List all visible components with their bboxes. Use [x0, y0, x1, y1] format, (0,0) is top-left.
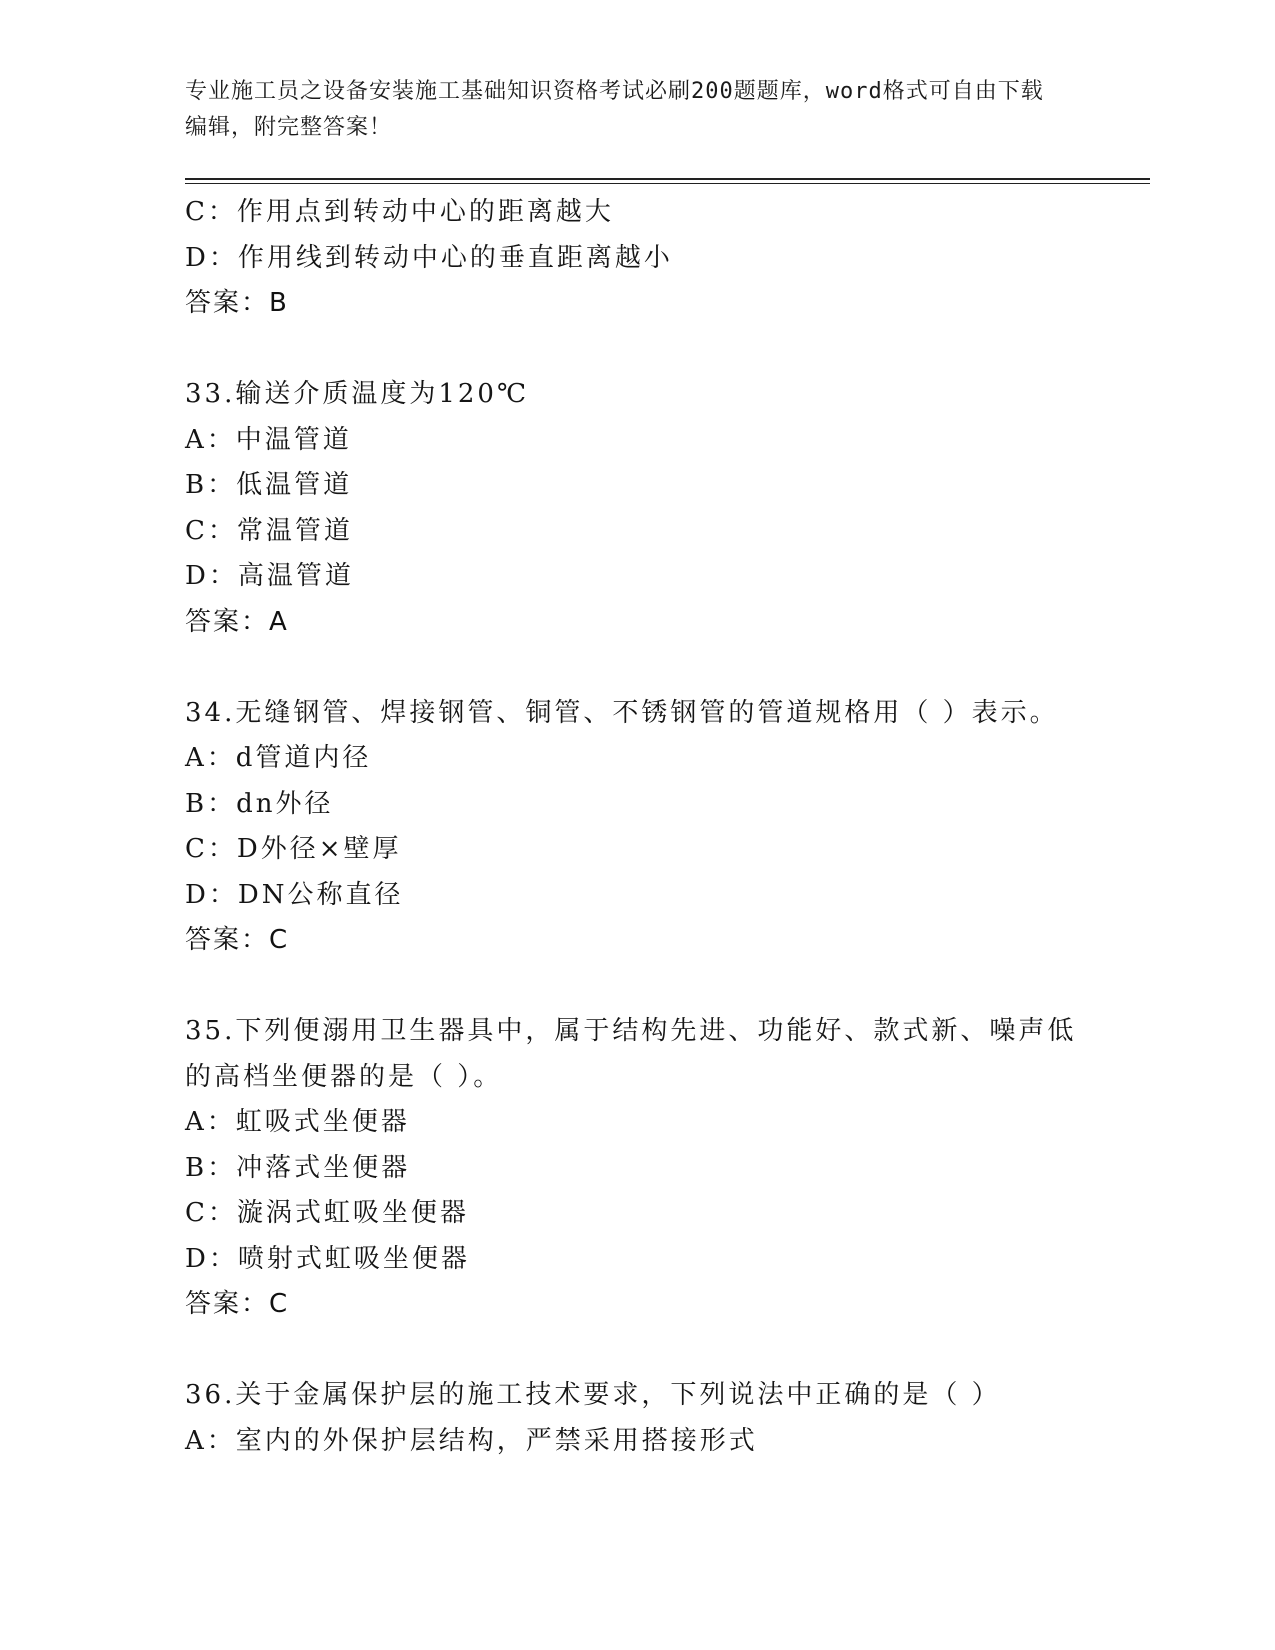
- option-d: D：喷射式虹吸坐便器: [185, 1243, 470, 1274]
- answer-line: 答案：A: [185, 606, 289, 637]
- answer-line: 答案：C: [185, 925, 290, 955]
- document-header: 专业施工员之设备安装施工基础知识资格考试必刷200题题库，word格式可自由下载编辑，附完整答案！: [185, 79, 1044, 140]
- answer-line: 答案：B: [185, 288, 289, 318]
- answer-line: 答案：C: [185, 1289, 290, 1319]
- option-a: A：d管道内径: [185, 743, 372, 773]
- question-stem: 35.下列便溺用卫生器具中，属于结构先进、功能好、款式新、噪声低的高档坐便器的是（ ）。: [185, 1016, 1077, 1092]
- header-rule: [185, 178, 1150, 180]
- question-stem: 36.关于金属保护层的施工技术要求，下列说法中正确的是（ ）: [185, 1380, 1001, 1410]
- spacer: [185, 645, 1115, 691]
- option-c: C：D外径×壁厚: [185, 834, 402, 864]
- question-stem: 34.无缝钢管、焊接钢管、铜管、不锈钢管的管道规格用（ ）表示。: [185, 697, 1059, 728]
- option-a: A：室内的外保护层结构，严禁采用搭接形式: [185, 1425, 758, 1456]
- spacer: [185, 964, 1115, 1010]
- option-c: C：作用点到转动中心的距离越大: [185, 197, 614, 227]
- option-d: D：DN公称直径: [185, 879, 404, 910]
- option-b: B：低温管道: [185, 470, 353, 500]
- question-stem: 33.输送介质温度为120℃: [185, 379, 530, 409]
- option-c: C：常温管道: [185, 515, 353, 546]
- option-a: A：中温管道: [185, 424, 352, 455]
- question-content: [185, 190, 1115, 1464]
- spacer: [185, 327, 1115, 373]
- option-d: D：作用线到转动中心的垂直距离越小: [185, 242, 673, 273]
- header-rule-thin: [185, 183, 1150, 184]
- option-a: A：虹吸式坐便器: [185, 1107, 410, 1137]
- spacer: [185, 1328, 1115, 1374]
- option-b: B：冲落式坐便器: [185, 1152, 411, 1183]
- option-d: D：高温管道: [185, 561, 354, 591]
- option-b: B：dn外径: [185, 788, 334, 819]
- option-c: C：漩涡式虹吸坐便器: [185, 1198, 469, 1228]
